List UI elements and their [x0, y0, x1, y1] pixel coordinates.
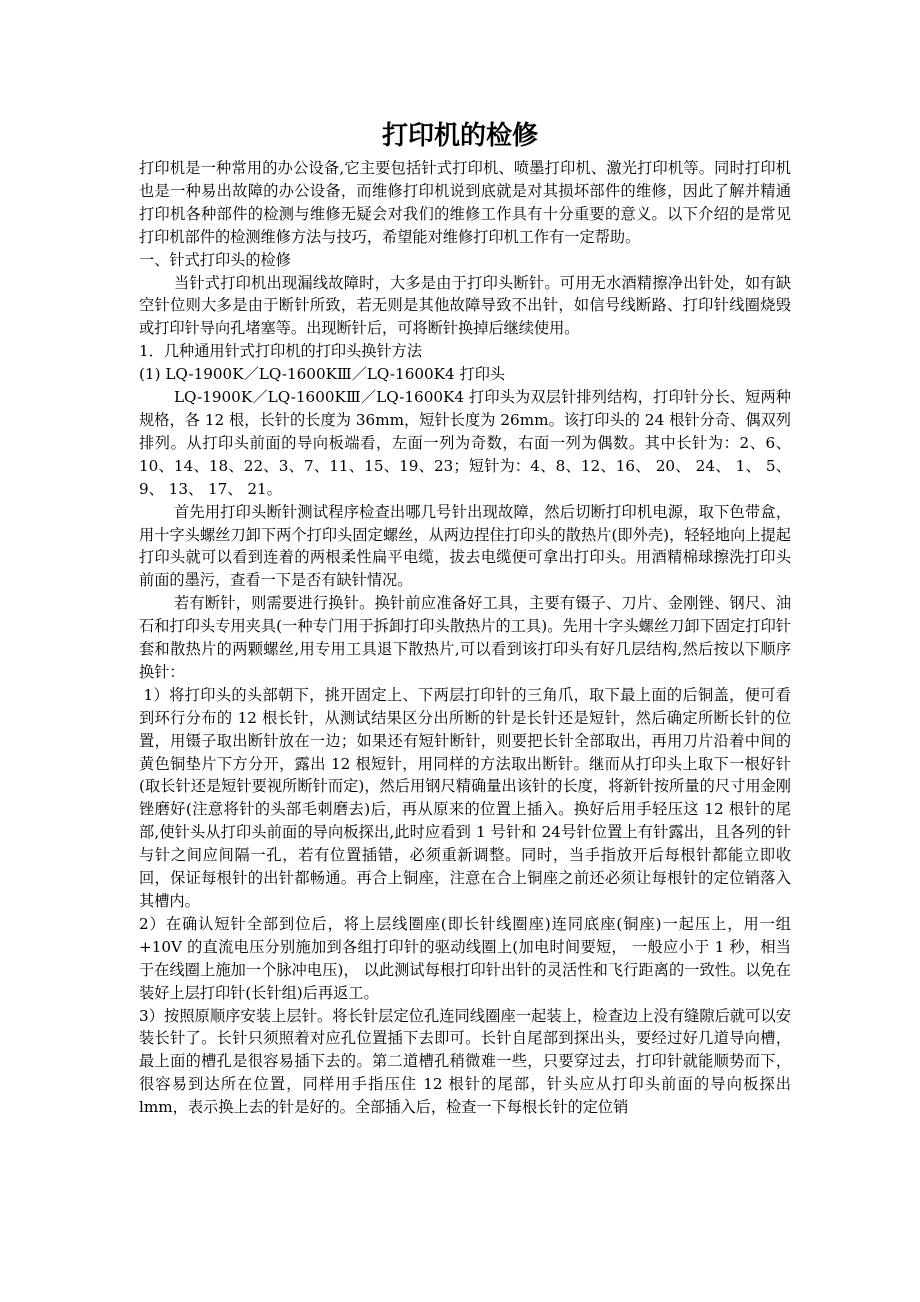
- paragraph: 首先用打印头断针测试程序检查出哪几号针出现故障，然后切断打印机电源，取下色带盒，用十字头螺丝刀卸下两个打印头固定螺丝，从两边捏住打印头的散热片(即外壳)，轻轻地向上提起打印头就可以看到连着的两根柔性扁平电缆，拔去电缆便可拿出打印头。用酒精棉球擦洗打印头前面的墨污，查看一下是否有缺针情况。: [139, 502, 791, 590]
- document-title: 打印机的检修: [381, 121, 538, 151]
- intro-paragraph: 打印机是一种常用的办公设备,它主要包括针式打印机、喷墨打印机、激光打印机等。同时打印机也是一种易出故障的办公设备，而维修打印机说到底就是对其损坏部件的维修，因此了解并精通打印机各种部件的检测与维修无疑会对我们的维修工作具有十分重要的意义。以下介绍的是常见打印机部件的检测维修方法与技巧，希望能对维修打印机工作有一定帮助。: [139, 159, 791, 246]
- paragraph: 若有断针，则需要进行换针。换针前应准备好工具，主要有镊子、刀片、金刚锉、钢尺、油石和打印头专用夹具(一种专门用于拆卸打印头散热片的工具)。先用十字头螺丝刀卸下固定打印针套和散热片的两颗螺丝,用专用工具退下散热片,可以看到该打印头有好几层结构,然后按以下顺序换针：: [139, 594, 791, 681]
- subsection-heading: 1．几种通用针式打印机的打印头换针方法: [139, 342, 423, 361]
- subsection-heading: (1) LQ-1900K／LQ-1600KⅢ／LQ-1600K4 打印头: [139, 365, 506, 384]
- document-body: [139, 157, 791, 1119]
- section-heading: 一、针式打印头的检修: [139, 250, 291, 269]
- paragraph: 当针式打印机出现漏线故障时，大多是由于打印头断针。可用无水酒精擦净出针处，如有缺空针位则大多是由于断针所致，若无则是其他故障导致不出针，如信号线断路、打印针线圈烧毁或打印针导向孔堵塞等。出现断针后，可将断针换掉后继续使用。: [139, 273, 791, 338]
- step-paragraph: 1）将打印头的头部朝下，挑开固定上、下两层打印针的三角爪，取下最上面的后铜盖，便可看到环行分布的 12 根长针，从测试结果区分出所断的针是长针还是短针，然后确定所断长针的位置，用镊子取出断针放在一边；如果还有短针断针，则要把长针全部取出，再用刀片沿着中间的黄色铜垫片下方分开，露出 12 根短针，用同样的方法取出断针。继而从打印头上取下一根好针(取长针还是短针要视所断针而定)，然后用钢尺精确量出该针的长度，将新针按所量的尺寸用金刚锉磨好(注意将针的头部毛刺磨去)后，再从原来的位置上插入。换好后用手轻压这 12 根针的尾部,使针头从打印头前面的导向板探出,此时应看到 1 号针和 24号针位置上有针露出，且各列的针与针之间应间隔一孔，若有位置插错，必须重新调整。同时，当手指放开后每根针都能立即收回，保证每根针的出针都畅通。再合上铜座，注意在合上铜座之前还必须让每根针的定位销落入其槽内。: [139, 685, 791, 910]
- step-paragraph: 2）在确认短针全部到位后，将上层线圈座(即长针线圈座)连同底座(铜座)一起压上，用一组+10V 的直流电压分别施加到各组打印针的驱动线圈上(加电时间要短， 一般应小于 1 秒，相当于在线圈上施加一个脉冲电压)， 以此测试每根打印针出针的灵活性和飞行距离的一致性。以免在装好上层打印针(长针组)后再返工。: [139, 914, 791, 1002]
- step-paragraph: 3）按照原顺序安装上层针。将长针层定位孔连同线圈座一起装上，检查边上没有缝隙后就可以安装长针了。长针只须照着对应孔位置插下去即可。长针自尾部到探出头，要经过好几道导向槽，最上面的槽孔是很容易插下去的。第二道槽孔稍微难一些，只要穿过去，打印针就能顺势而下，很容易到达所在位置，同样用手指压住 12 根针的尾部，针头应从打印头前面的导向板探出 lmm，表示换上去的针是好的。全部插入后，检查一下每根长针的定位销: [139, 1006, 791, 1117]
- paragraph: LQ-1900K／LQ-1600KⅢ／LQ-1600K4 打印头为双层针排列结构，打印针分长、短两种规格，各 12 根，长针的长度为 36mm，短针长度为 26mm。该打印头的 24 根针分奇、偶双列排列。从打印头前面的导向板端看，左面一列为奇数，右面一列为偶数。其中长针为：2、6、10、14、18、22、3、7、11、15、19、23；短针为：4、8、12、16、 20、 24、 1、 5、 9、 13、 17、 21。: [139, 388, 791, 498]
